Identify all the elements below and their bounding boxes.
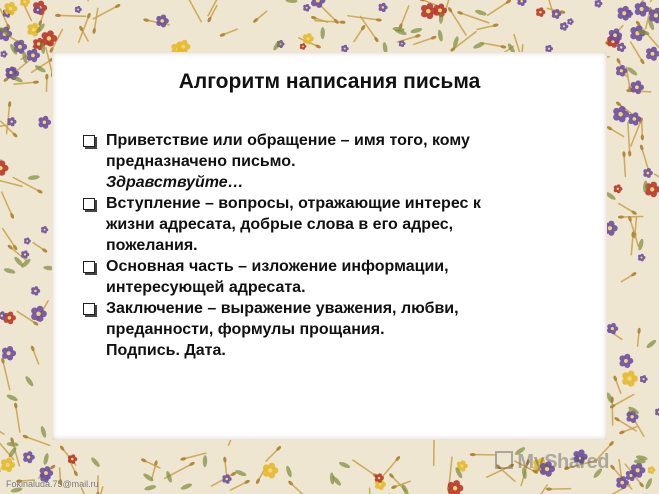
list-item-text: жизни адресата, добрые слова в его адрес, — [106, 216, 454, 233]
list-item-text: интересующей адресата. — [106, 279, 306, 296]
list-item-text: Вступление – вопросы, отражающие интерес к — [106, 195, 481, 212]
list-item-text: пожелания. — [106, 237, 198, 254]
list-item-text: предназначено письмо. — [106, 153, 296, 170]
list-item-text: Приветствие или обращение – имя того, кому — [106, 132, 470, 149]
myshared-logo — [495, 451, 609, 474]
list-item-example: Здравствуйте… — [106, 174, 244, 191]
list-item-main-part — [80, 256, 550, 298]
list-item-conclusion — [80, 298, 550, 361]
list-item-introduction — [80, 193, 550, 256]
checkbox-bullet-icon — [83, 135, 95, 147]
list-item-text: Основная часть – изложение информации, — [106, 258, 449, 275]
list-item-text: преданности, формулы прощания. — [106, 321, 385, 338]
list-item-text: Заключение – выражение уважения, любви, — [106, 300, 459, 317]
list-item-greeting — [80, 130, 550, 193]
author-watermark: Fokinaluda.75@mail.ru — [6, 479, 99, 489]
slide-title: Алгоритм написания письма — [178, 70, 481, 93]
checkbox-bullet-icon — [83, 261, 95, 273]
logo-text: MyShared — [517, 451, 609, 473]
list-item-text: Подпись. Дата. — [106, 342, 226, 359]
checkbox-bullet-icon — [83, 303, 95, 315]
algorithm-list — [80, 130, 550, 361]
myshared-logo-icon — [495, 451, 513, 469]
checkbox-bullet-icon — [83, 198, 95, 210]
